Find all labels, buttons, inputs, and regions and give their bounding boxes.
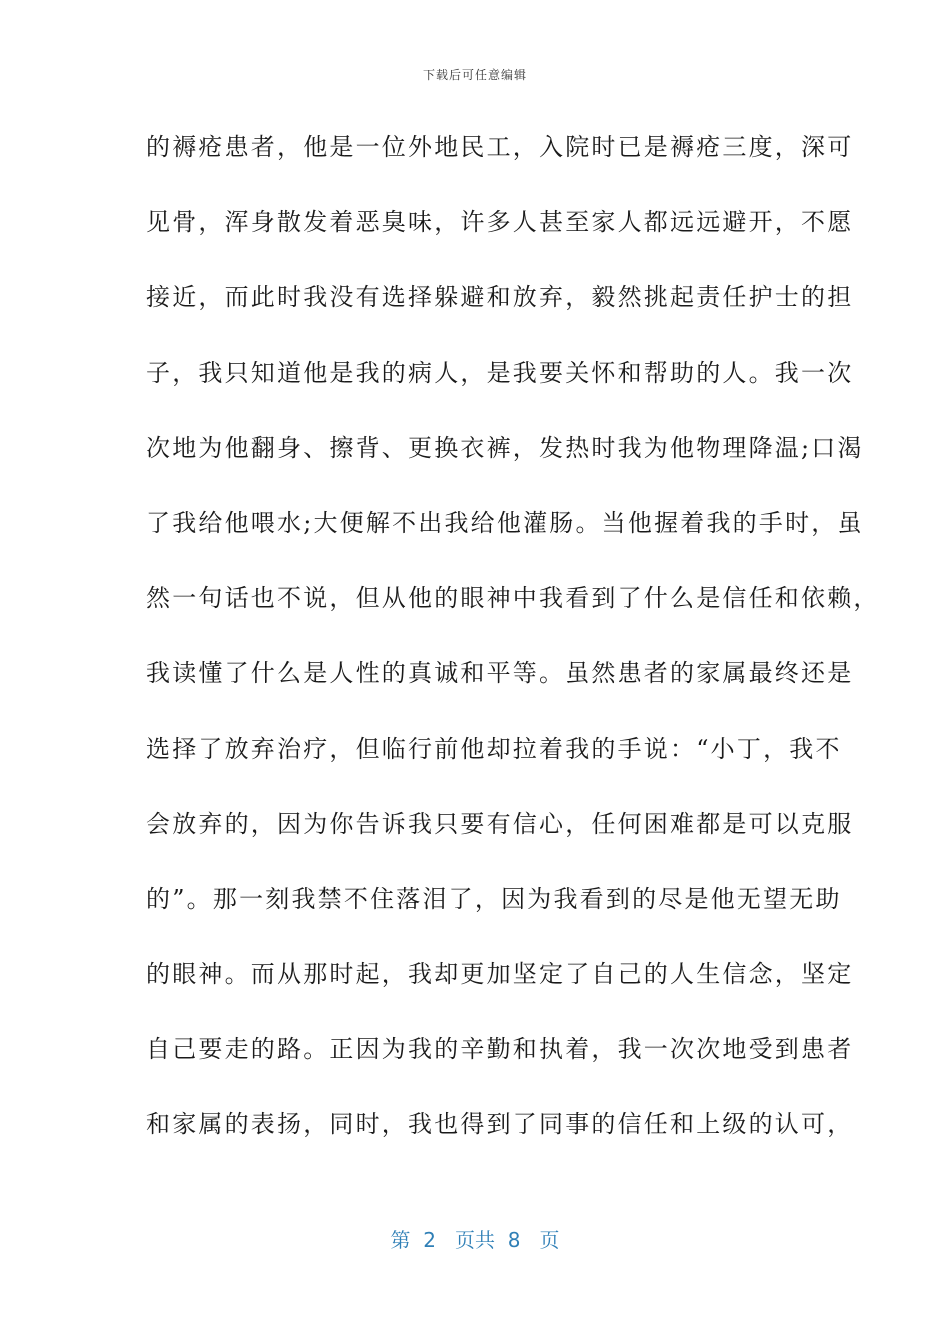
text-line: 接近，而此时我没有选择躲避和放弃，毅然挑起责任护士的担	[146, 283, 854, 312]
text-line: 子，我只知道他是我的病人，是我要关怀和帮助的人。我一次	[146, 358, 854, 387]
text-line: 然一句话也不说，但从他的眼神中我看到了什么是信任和依赖，	[146, 584, 880, 613]
document-body	[146, 118, 880, 1171]
text-line: 和家属的表扬，同时，我也得到了同事的信任和上级的认可，	[146, 1110, 854, 1139]
header-note: 下载后可任意编辑	[422, 68, 527, 82]
text-line: 自己要走的路。正因为我的辛勤和执着，我一次次地受到患者	[146, 1035, 854, 1064]
page-number-footer: 第 2 页共 8 页	[390, 1228, 560, 1252]
text-line: 次地为他翻身、擦背、更换衣裤，发热时我为他物理降温;口渴	[146, 433, 864, 462]
text-line: 选择了放弃治疗，但临行前他却拉着我的手说：“小丁，我不	[146, 734, 842, 763]
text-line: 的眼神。而从那时起，我却更加坚定了自己的人生信念，坚定	[146, 960, 854, 989]
text-line: 会放弃的，因为你告诉我只要有信心，任何困难都是可以克服	[146, 809, 854, 838]
text-line: 见骨，浑身散发着恶臭味，许多人甚至家人都远远避开，不愿	[146, 208, 854, 237]
text-line: 我读懂了什么是人性的真诚和平等。虽然患者的家属最终还是	[146, 659, 854, 688]
text-line: 了我给他喂水;大便解不出我给他灌肠。当他握着我的手时，虽	[146, 508, 864, 537]
text-line: 的”。那一刻我禁不住落泪了，因为我看到的尽是他无望无助	[146, 884, 842, 913]
text-line: 的褥疮患者，他是一位外地民工，入院时已是褥疮三度，深可	[146, 133, 854, 161]
